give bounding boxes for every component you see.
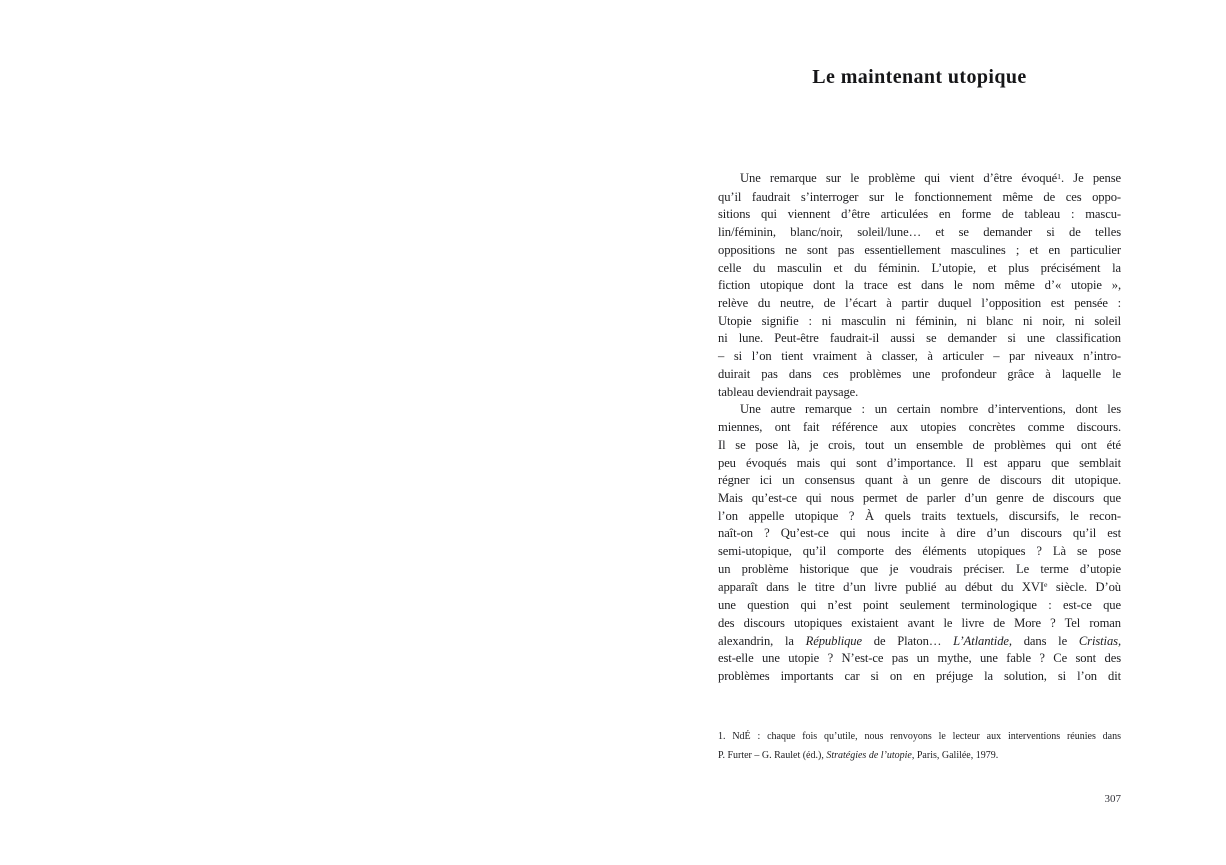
text-segment: une question qui n’est point seulement terminologique : est-ce que	[718, 598, 1121, 613]
text-segment: Il se pose là, je crois, tout un ensemble de problèmes qui ont été	[718, 437, 1121, 452]
text-segment: fiction utopique dont la trace est dans le nom même d’« utopie »,	[718, 278, 1121, 293]
text-segment: régner ici un consensus quant à un genre de discours dit utopique.	[718, 473, 1121, 488]
text-segment: des discours utopiques existaient avant le livre de More ? Tel roman	[718, 615, 1121, 630]
italic-text: Cristias,	[1078, 633, 1122, 648]
italic-text: Stratégies de l’utopie	[826, 750, 912, 761]
text-segment: l’on appelle utopique ? À quels traits textuels, discursifs, le recon-	[718, 508, 1121, 523]
text-segment: duirait pas dans ces problèmes une profondeur grâce à laquelle le	[718, 366, 1121, 381]
text-segment: problèmes importants car si on en préjuge la solution, si l’on dit	[718, 669, 1121, 684]
page-number: 307	[1104, 793, 1121, 805]
text-segment: Utopie signifie : ni masculin ni féminin, ni blanc ni noir, ni soleil	[718, 313, 1121, 328]
text-line	[718, 348, 1121, 366]
text-segment: tableau deviendrait paysage.	[718, 384, 859, 399]
text-segment: qu’il faudrait s’interroger sur le fonctionnement même de ces oppo-	[718, 189, 1121, 204]
text-line	[718, 313, 1121, 331]
text-line	[718, 579, 1121, 598]
text-line	[718, 384, 1121, 402]
text-line	[718, 727, 1121, 746]
text-segment: alexandrin, la	[718, 633, 806, 648]
text-segment: apparaît dans le titre d’un livre publié au début du XVI	[718, 579, 1044, 594]
text-line	[718, 746, 1121, 765]
text-line	[718, 650, 1121, 668]
text-segment: 1. NdÉ : chaque fois qu’utile, nous renvoyons le lecteur aux interventions réunies dans	[718, 731, 1121, 742]
text-segment: lin/féminin, blanc/noir, soleil/lune… et se demander si de telles	[718, 225, 1121, 240]
body-text	[718, 170, 1121, 686]
text-segment: naît-on ? Qu’est-ce qui nous incite à dire d’un discours qu’il est	[718, 526, 1121, 541]
text-line	[718, 206, 1121, 224]
text-segment: est-elle une utopie ? N’est-ce pas un mythe, une fable ? Ce sont des	[718, 651, 1121, 666]
text-segment: , Paris, Galilée, 1979.	[911, 750, 999, 761]
text-line	[718, 615, 1121, 633]
text-line	[718, 295, 1121, 313]
text-segment: peu évoqués mais qui sont d’importance. Il est apparu que semblait	[718, 455, 1121, 470]
superscript: 1	[1057, 171, 1061, 181]
text-segment: relève du neutre, de l’écart à partir duquel l’opposition est pensée :	[718, 296, 1121, 311]
text-segment: un problème historique que je voudrais préciser. Le terme d’utopie	[718, 561, 1121, 576]
footnote	[718, 727, 1121, 765]
text-line	[718, 189, 1121, 207]
superscript: e	[1044, 580, 1048, 590]
text-line	[718, 525, 1121, 543]
text-segment: Une autre remarque : un certain nombre d’interventions, dont les	[740, 402, 1121, 417]
text-line	[718, 472, 1121, 490]
text-line	[718, 242, 1121, 260]
text-segment: siècle. D’où	[1047, 579, 1121, 594]
text-line	[718, 260, 1121, 278]
text-line	[718, 419, 1121, 437]
text-line	[718, 543, 1121, 561]
text-line	[718, 668, 1121, 686]
text-segment: sitions qui viennent d’être articulées en forme de tableau : mascu-	[718, 207, 1121, 222]
italic-text: L’Atlantide,	[953, 633, 1012, 648]
text-segment: oppositions ne sont pas essentiellement masculines ; et en particulier	[718, 242, 1121, 257]
text-line	[718, 597, 1121, 615]
text-segment: semi-utopique, qu’il comporte des éléments utopiques ? Là se pose	[718, 544, 1121, 559]
text-line	[718, 508, 1121, 526]
text-line	[718, 224, 1121, 242]
text-line	[718, 277, 1121, 295]
text-segment: dans le	[1011, 633, 1079, 648]
text-line	[718, 330, 1121, 348]
text-line	[718, 401, 1121, 419]
text-line	[718, 170, 1121, 189]
page-title: Le maintenant utopique	[812, 66, 1027, 88]
text-line	[718, 490, 1121, 508]
text-line	[718, 561, 1121, 579]
text-segment: Une remarque sur le problème qui vient d’être évoqué	[740, 171, 1058, 185]
text-segment: P. Furter – G. Raulet (éd.),	[718, 750, 827, 761]
text-line	[718, 366, 1121, 384]
text-segment: de Platon…	[862, 633, 954, 648]
text-segment: miennes, ont fait référence aux utopies concrètes comme discours.	[718, 420, 1121, 435]
text-line	[718, 437, 1121, 455]
text-segment: celle du masculin et du féminin. L’utopie, et plus précisément la	[718, 260, 1121, 275]
italic-text: République	[805, 633, 862, 648]
text-line	[718, 455, 1121, 473]
text-segment: – si l’on tient vraiment à classer, à articuler – par niveaux n’intro-	[718, 349, 1121, 364]
text-segment: Mais qu’est-ce qui nous permet de parler d’un genre de discours que	[718, 490, 1121, 505]
text-segment: ni lune. Peut-être faudrait-il aussi se demander si une classification	[718, 331, 1121, 346]
text-line	[718, 633, 1121, 651]
text-segment: . Je pense	[1060, 171, 1121, 185]
